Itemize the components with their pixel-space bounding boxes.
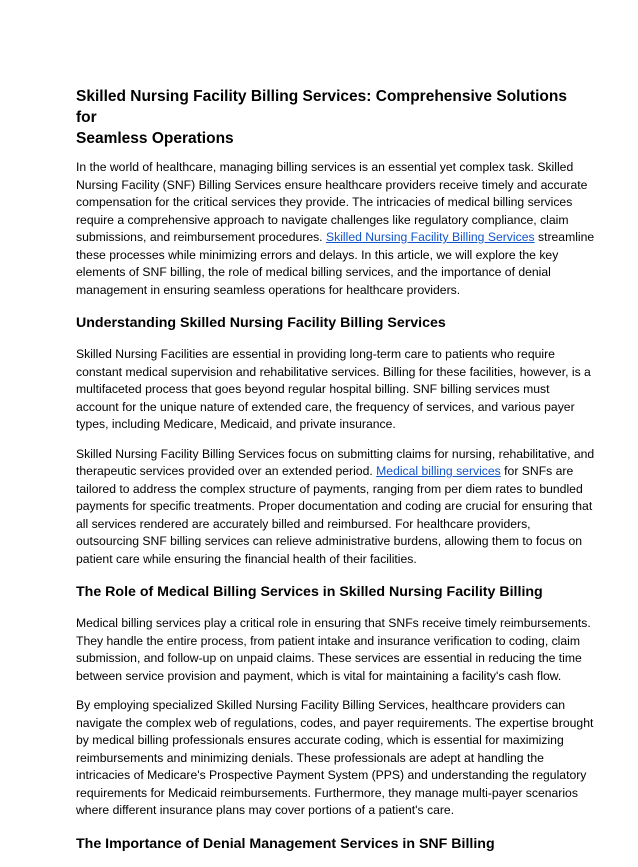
text-line: Skilled Nursing Facility Billing Services focus on submitting claims for nursing, rehabilitative, and xyxy=(76,446,595,461)
document-title xyxy=(76,86,576,149)
section1-paragraph-2 xyxy=(76,446,595,569)
text-line: By employing specialized Skilled Nursing Facility Billing Services, healthcare providers can xyxy=(76,698,566,712)
text-line: tailored to address the complex structure of payments, ranging from per diem rates to bundled xyxy=(76,481,583,496)
text-line: In the world of healthcare, managing billing services is an essential yet complex task. Skilled xyxy=(76,160,574,174)
text-line: outsourcing SNF billing services can relieve administrative burdens, allowing them to focus on xyxy=(76,534,583,548)
text-line: constant medical supervision and rehabilitative services. Billing for these facilities, however, is a xyxy=(76,364,591,379)
text-line: between service provision and payment, which is vital for maintaining a facility's cash flow. xyxy=(76,668,562,683)
text-line: navigate the complex web of regulations, codes, and payer requirements. The expertise brought xyxy=(76,715,594,730)
text-line: require a comprehensive approach to navigate challenges like regulatory compliance, claim xyxy=(76,212,569,227)
text-line: submission, and follow-up on unpaid claims. These services are essential in reducing the time xyxy=(76,651,582,665)
section1-paragraph-1 xyxy=(76,346,591,434)
text-line: reimbursements and minimizing denials. These professionals are adept at handling the xyxy=(76,750,544,765)
text-line: patient care while ensuring the financial health of their facilities. xyxy=(76,551,417,566)
text-line xyxy=(76,463,576,481)
section-heading-understanding: Understanding Skilled Nursing Facility Billing Services xyxy=(76,315,446,331)
section2-paragraph-1 xyxy=(76,615,591,685)
text-line: They handle the entire process, from patient intake and insurance verification to coding, claim xyxy=(76,633,581,648)
text-line: management in ensuring seamless operations for healthcare providers. xyxy=(76,282,461,297)
text-segment: submissions, and reimbursement procedures. xyxy=(76,230,326,244)
text-line: intricacies of Medicare's Prospective Payment System (PPS) and understanding the regulatory xyxy=(76,768,587,782)
text-segment: therapeutic services provided over an extended period. xyxy=(76,464,377,478)
text-line: Nursing Facility (SNF) Billing Services ensure healthcare providers receive timely and accurate xyxy=(76,177,588,192)
document-page xyxy=(76,86,595,867)
title-line: Seamless Operations xyxy=(76,130,234,147)
text-line: account for the unique nature of extended care, the frequency of services, and various payer xyxy=(76,399,575,414)
text-line: Skilled Nursing Facilities are essential in providing long-term care to patients who require xyxy=(76,347,555,361)
snf-billing-services-link[interactable]: Skilled Nursing Facility Billing Services xyxy=(325,230,535,244)
text-line: these processes while minimizing errors and delays. In this article, we will explore the key xyxy=(76,247,559,262)
text-line: Medical billing services play a critical role in ensuring that SNFs receive timely reimbursements. xyxy=(76,616,591,630)
medical-billing-services-link[interactable]: Medical billing services xyxy=(376,464,501,478)
section2-paragraph-2 xyxy=(76,697,594,820)
text-line: where different insurance plans may cover portions of a patient's care. xyxy=(76,803,455,817)
intro-paragraph xyxy=(76,159,595,299)
text-line: elements of SNF billing, the role of medical billing services, and the importance of denial xyxy=(76,265,551,279)
text-line: payments for specific treatments. Proper documentation and coding are crucial for ensuring that xyxy=(76,499,593,513)
text-line: requirements for Medicaid reimbursements. Furthermore, they manage multi-payer scenarios xyxy=(76,785,578,800)
text-segment: streamline xyxy=(534,230,595,244)
text-line: compensation for the critical services they provide. The intricacies of medical billing services xyxy=(76,195,573,209)
title-line: Skilled Nursing Facility Billing Services: Comprehensive Solutions for xyxy=(76,88,567,126)
text-line: types, including Medicare, Medicaid, and private insurance. xyxy=(76,417,396,431)
text-line: by medical billing professionals ensures accurate coding, which is essential for maximizing xyxy=(76,733,564,747)
section-heading-denial-management: The Importance of Denial Management Services in SNF Billing xyxy=(76,835,495,852)
section-heading-role: The Role of Medical Billing Services in Skilled Nursing Facility Billing xyxy=(76,584,543,600)
text-segment: for SNFs are xyxy=(500,464,574,478)
text-line xyxy=(76,229,595,247)
text-line: multifaceted process that goes beyond regular hospital billing. SNF billing services must xyxy=(76,382,550,396)
text-line: all services rendered are accurately billed and reimbursed. For healthcare providers, xyxy=(76,516,531,531)
